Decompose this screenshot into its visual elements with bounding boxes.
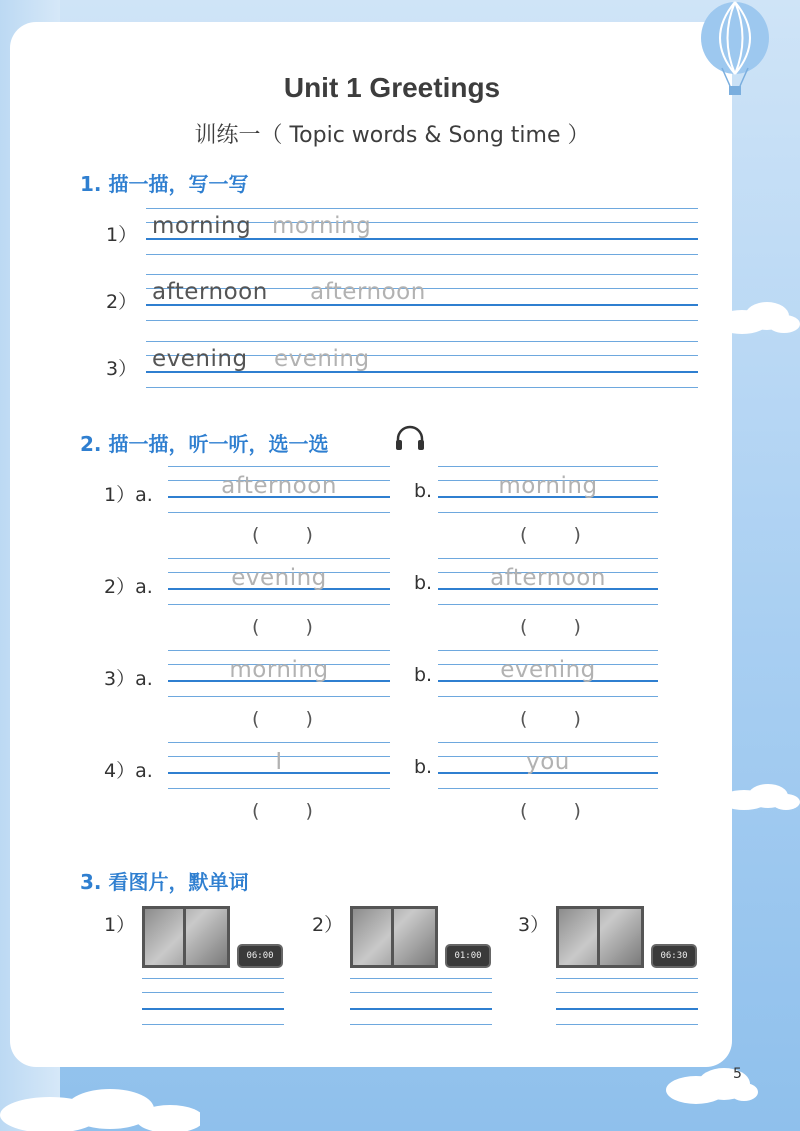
page-title: Unit 1 Greetings bbox=[283, 72, 501, 103]
handwriting-lines[interactable] bbox=[142, 978, 284, 1028]
answer-blank[interactable]: ( ) bbox=[520, 800, 601, 822]
alarm-clock: 06:00 bbox=[237, 944, 283, 968]
page-number: 5 bbox=[733, 1066, 742, 1082]
answer-blank[interactable]: ( ) bbox=[252, 708, 333, 730]
alarm-clock: 01:00 bbox=[445, 944, 491, 968]
section-3-heading: 3. 看图片，默单词 bbox=[80, 870, 249, 894]
row-label: 3）a. bbox=[104, 668, 153, 690]
option-a-word: I bbox=[275, 749, 283, 775]
row-label: 2）a. bbox=[104, 576, 153, 598]
answer-blank[interactable]: ( ) bbox=[520, 524, 601, 546]
handwriting-lines[interactable] bbox=[350, 978, 492, 1028]
option-b-label: b. bbox=[414, 756, 433, 778]
window-picture bbox=[142, 906, 230, 968]
option-b-word: afternoon bbox=[490, 565, 606, 591]
trace-word-light: afternoon bbox=[310, 279, 426, 305]
option-b-label: b. bbox=[414, 572, 433, 594]
item-number: 2） bbox=[312, 914, 344, 936]
answer-blank[interactable]: ( ) bbox=[252, 800, 333, 822]
option-b-label: b. bbox=[414, 480, 433, 502]
section-1-heading: 1. 描一描，写一写 bbox=[80, 172, 249, 196]
row-label: 4）a. bbox=[104, 760, 153, 782]
page-subtitle: 训练一（ Topic words & Song time ） bbox=[194, 123, 590, 148]
option-a-word: evening bbox=[231, 565, 327, 591]
item-number: 2） bbox=[106, 291, 138, 313]
option-b-word: evening bbox=[500, 657, 596, 683]
cloud-icon bbox=[716, 780, 800, 814]
trace-word-light: morning bbox=[272, 213, 372, 239]
cloud-icon bbox=[712, 296, 800, 336]
headphones-icon bbox=[394, 424, 426, 452]
cloud-icon bbox=[660, 1060, 760, 1106]
option-b-word: you bbox=[526, 749, 570, 775]
trace-word-dark: morning bbox=[152, 213, 252, 239]
option-b-word: morning bbox=[498, 473, 598, 499]
window-picture bbox=[556, 906, 644, 968]
trace-word-dark: afternoon bbox=[152, 279, 268, 305]
answer-blank[interactable]: ( ) bbox=[520, 616, 601, 638]
alarm-clock: 06:30 bbox=[651, 944, 697, 968]
window-picture bbox=[350, 906, 438, 968]
answer-blank[interactable]: ( ) bbox=[252, 616, 333, 638]
answer-blank[interactable]: ( ) bbox=[520, 708, 601, 730]
item-number: 3） bbox=[518, 914, 550, 936]
section-2-heading: 2. 描一描，听一听，选一选 bbox=[80, 432, 329, 456]
item-number: 1） bbox=[104, 914, 136, 936]
cloud-icon bbox=[0, 1075, 200, 1131]
row-label: 1）a. bbox=[104, 484, 153, 506]
trace-word-dark: evening bbox=[152, 346, 248, 372]
answer-blank[interactable]: ( ) bbox=[252, 524, 333, 546]
handwriting-lines[interactable] bbox=[556, 978, 698, 1028]
option-a-word: afternoon bbox=[221, 473, 337, 499]
option-a-word: morning bbox=[229, 657, 329, 683]
item-number: 1） bbox=[106, 224, 138, 246]
option-b-label: b. bbox=[414, 664, 433, 686]
trace-word-light: evening bbox=[274, 346, 370, 372]
item-number: 3） bbox=[106, 358, 138, 380]
